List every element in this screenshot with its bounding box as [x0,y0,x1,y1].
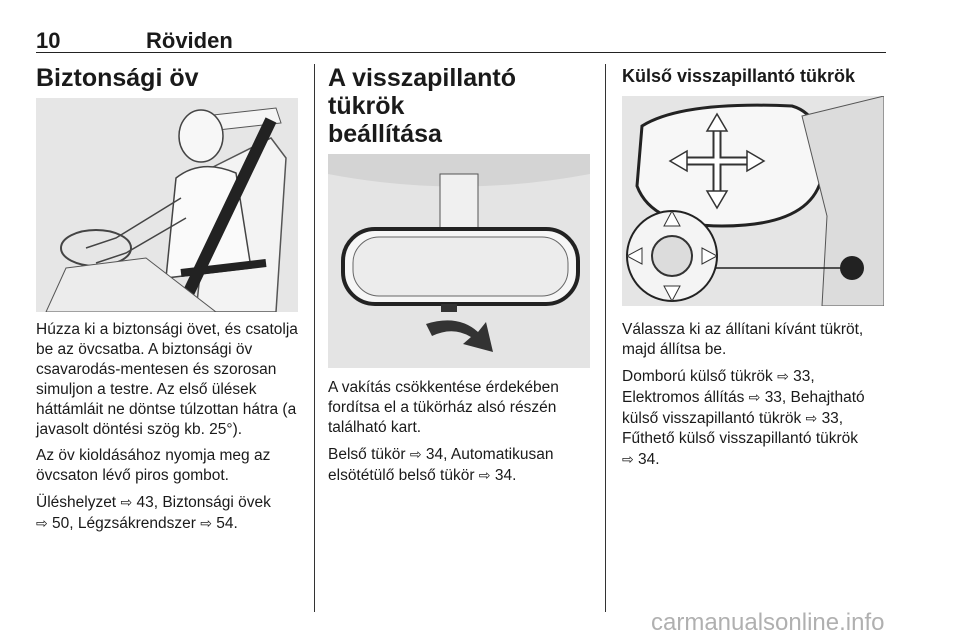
arrow-right-icon: ⇨ [478,467,491,483]
exterior-mirror-section [622,66,892,87]
paragraph: Húzza ki a biztonsági övet, és csatolja be az övcsatba. A biztonsági öv csavarodás-mentesen és szorosan simuljon a testre. Az első ülések háttámláit ne döntse túlzottan hátra (a javasolt döntési szög kb. 25°). [36,321,298,438]
paragraph: Válassza ki az állítani kívánt tükröt, majd állítsa be. [622,321,864,358]
exterior-mirror-illustration [622,96,884,306]
section-title: A visszapillantó tükrök beállítása [328,64,517,148]
column-divider [314,64,315,612]
interior-mirror-text [328,378,598,492]
arrow-right-icon: ⇨ [748,389,761,405]
section-title: Biztonsági öv [36,64,199,92]
seatbelt-text [36,320,306,540]
column-divider [605,64,606,612]
paragraph: A vakítás csökkentése érdekében fordítsa el a tükörház alsó részén található kart. [328,379,559,436]
arrow-right-icon: ⇨ [409,446,422,462]
arrow-right-icon: ⇨ [120,494,133,510]
arrow-right-icon: ⇨ [805,410,818,426]
seatbelt-section [36,64,301,92]
seatbelt-illustration [36,98,298,312]
arrow-right-icon: ⇨ [36,515,48,531]
watermark: carmanualsonline.info [651,609,885,636]
crossref-paragraph: Üléshelyzet ⇨ 43, Biztonsági övek ⇨ 50, Légzsákrendszer ⇨ 54. [36,494,271,532]
crossref-paragraph: Belső tükör ⇨ 34, Automatikusan elsötétülő belső tükör ⇨ 34. [328,446,554,484]
page-header [36,22,886,53]
interior-mirror-illustration [328,154,590,368]
subsection-title: Külső visszapillantó tükrök [622,66,856,86]
crossref-paragraph: Domború külső tükrök ⇨ 33, Elektromos állítás ⇨ 33, Behajtható külső visszapillantó tükrök ⇨ 33, Fűthető külső visszapillantó tükrök ⇨ 34. [622,368,865,468]
arrow-right-icon: ⇨ [777,368,789,384]
arrow-right-icon: ⇨ [200,515,212,531]
paragraph: Az öv kioldásához nyomja meg az övcsaton lévő piros gombot. [36,447,271,484]
exterior-mirror-text [622,320,887,476]
page-number: 10 [36,28,61,53]
arrow-right-icon: ⇨ [622,451,634,467]
chapter-title: Röviden [146,28,233,53]
